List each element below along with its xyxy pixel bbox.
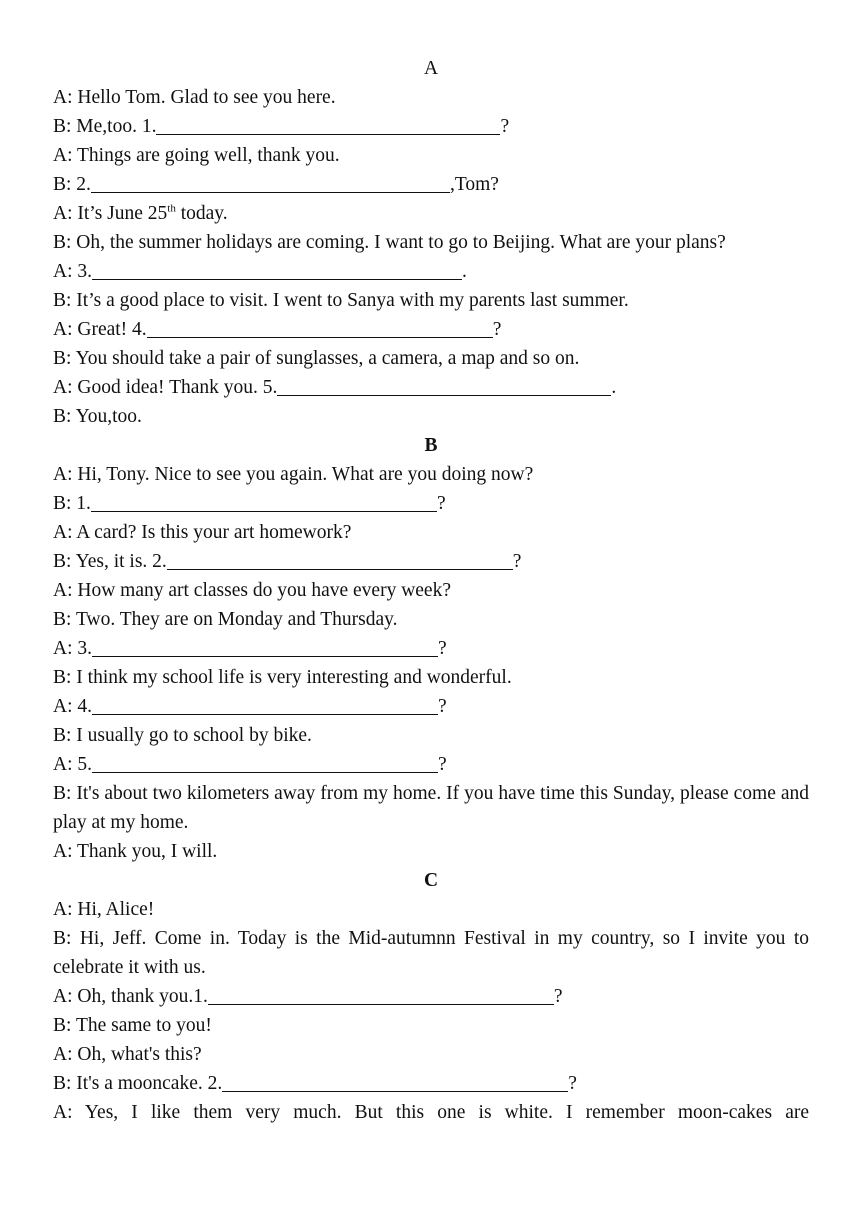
answer-blank[interactable] xyxy=(91,174,450,193)
dialogue-line: B: It’s a good place to visit. I went to Sanya with my parents last summer. xyxy=(53,290,629,311)
dialogue-line-with-blank xyxy=(53,489,809,518)
line-text: ,Tom? xyxy=(449,174,499,195)
line-text: ? xyxy=(436,493,446,514)
dialogue-line: A: Hi, Alice! xyxy=(53,899,155,920)
answer-blank[interactable] xyxy=(92,754,438,773)
dialogue-line-with-blank xyxy=(53,257,809,286)
line-text: ? xyxy=(438,696,447,717)
dialogue-line: A: Oh, what's this? xyxy=(53,1044,202,1065)
line-text: B: 2. xyxy=(53,174,91,195)
section-heading-a: A xyxy=(423,58,439,79)
line-text: ? xyxy=(512,551,522,572)
line-text: A: It’s June 25 xyxy=(53,203,168,224)
dialogue-line: B: You,too. xyxy=(53,406,142,427)
line-text: ? xyxy=(438,754,447,775)
line-text: A: Great! 4. xyxy=(53,319,147,340)
answer-blank[interactable] xyxy=(222,1073,568,1092)
line-text: A: Oh, thank you.1. xyxy=(53,986,208,1007)
line-text: . xyxy=(611,377,617,398)
dialogue-line-with-blank xyxy=(53,373,809,402)
dialogue-line: B: The same to you! xyxy=(53,1015,212,1036)
answer-blank[interactable] xyxy=(147,319,493,338)
line-text: A: 5. xyxy=(53,754,92,775)
answer-blank[interactable] xyxy=(167,551,513,570)
line-text: ? xyxy=(500,116,510,137)
answer-blank[interactable] xyxy=(277,377,611,396)
dialogue-line-with-blank xyxy=(53,112,809,141)
dialogue-line: A: Thank you, I will. xyxy=(53,841,218,862)
line-text: ? xyxy=(438,638,447,659)
ordinal-suffix: th xyxy=(167,202,176,215)
dialogue-line: A: Hi, Tony. Nice to see you again. What are you doing now? xyxy=(53,464,534,485)
line-text: today. xyxy=(175,203,228,224)
section-heading-b: B xyxy=(424,435,438,456)
line-text: ? xyxy=(553,986,563,1007)
dialogue-line: A: A card? Is this your art homework? xyxy=(53,522,352,543)
section-heading-c: C xyxy=(423,870,439,891)
line-text: . xyxy=(462,261,467,282)
dialogue-line-with-blank xyxy=(53,170,809,199)
line-text: B: Me,too. 1. xyxy=(53,116,157,137)
line-text: B: Yes, it is. 2. xyxy=(53,551,167,572)
dialogue-paragraph: A: Yes, I like them very much. But this one is white. I remember moon-cakes are xyxy=(53,1102,809,1123)
line-text: ? xyxy=(568,1073,577,1094)
line-text: A: 3. xyxy=(53,638,92,659)
dialogue-paragraph: B: It's about two kilometers away from my home. If you have time this Sunday, please come and play at my home. xyxy=(53,783,809,833)
dialogue-line: B: You should take a pair of sunglasses, a camera, a map and so on. xyxy=(53,348,580,369)
dialogue-line: B: Two. They are on Monday and Thursday. xyxy=(53,609,398,630)
dialogue-line: B: Oh, the summer holidays are coming. I want to go to Beijing. What are your plans? xyxy=(53,232,726,253)
line-text: A: 4. xyxy=(53,696,92,717)
line-text: A: Good idea! Thank you. 5. xyxy=(53,377,278,398)
dialogue-line-with-blank xyxy=(53,982,809,1011)
answer-blank[interactable] xyxy=(91,493,437,512)
line-text: A: 3. xyxy=(53,261,92,282)
dialogue-line-with-blank xyxy=(53,1069,809,1098)
answer-blank[interactable] xyxy=(156,116,500,135)
answer-blank[interactable] xyxy=(92,261,462,280)
answer-blank[interactable] xyxy=(92,696,438,715)
line-text: B: It's a mooncake. 2. xyxy=(53,1073,223,1094)
dialogue-line: B: I think my school life is very interesting and wonderful. xyxy=(53,667,512,688)
dialogue-line: B: I usually go to school by bike. xyxy=(53,725,312,746)
dialogue-line-with-blank xyxy=(53,692,809,721)
dialogue-line-with-blank xyxy=(53,315,809,344)
dialogue-line-with-blank xyxy=(53,634,809,663)
dialogue-paragraph: B: Hi, Jeff. Come in. Today is the Mid-autumnn Festival in my country, so I invite you to celebrate it with us. xyxy=(53,928,809,978)
worksheet-page xyxy=(53,54,809,1127)
answer-blank[interactable] xyxy=(92,638,438,657)
dialogue-line-with-blank xyxy=(53,750,809,779)
dialogue-line: A: Things are going well, thank you. xyxy=(53,145,340,166)
dialogue-line: A: Hello Tom. Glad to see you here. xyxy=(53,87,336,108)
dialogue-line-with-blank xyxy=(53,547,809,576)
answer-blank[interactable] xyxy=(208,986,554,1005)
dialogue-line: A: How many art classes do you have every week? xyxy=(53,580,451,601)
line-text: B: 1. xyxy=(53,493,91,514)
dialogue-line xyxy=(53,199,809,228)
line-text: ? xyxy=(492,319,502,340)
